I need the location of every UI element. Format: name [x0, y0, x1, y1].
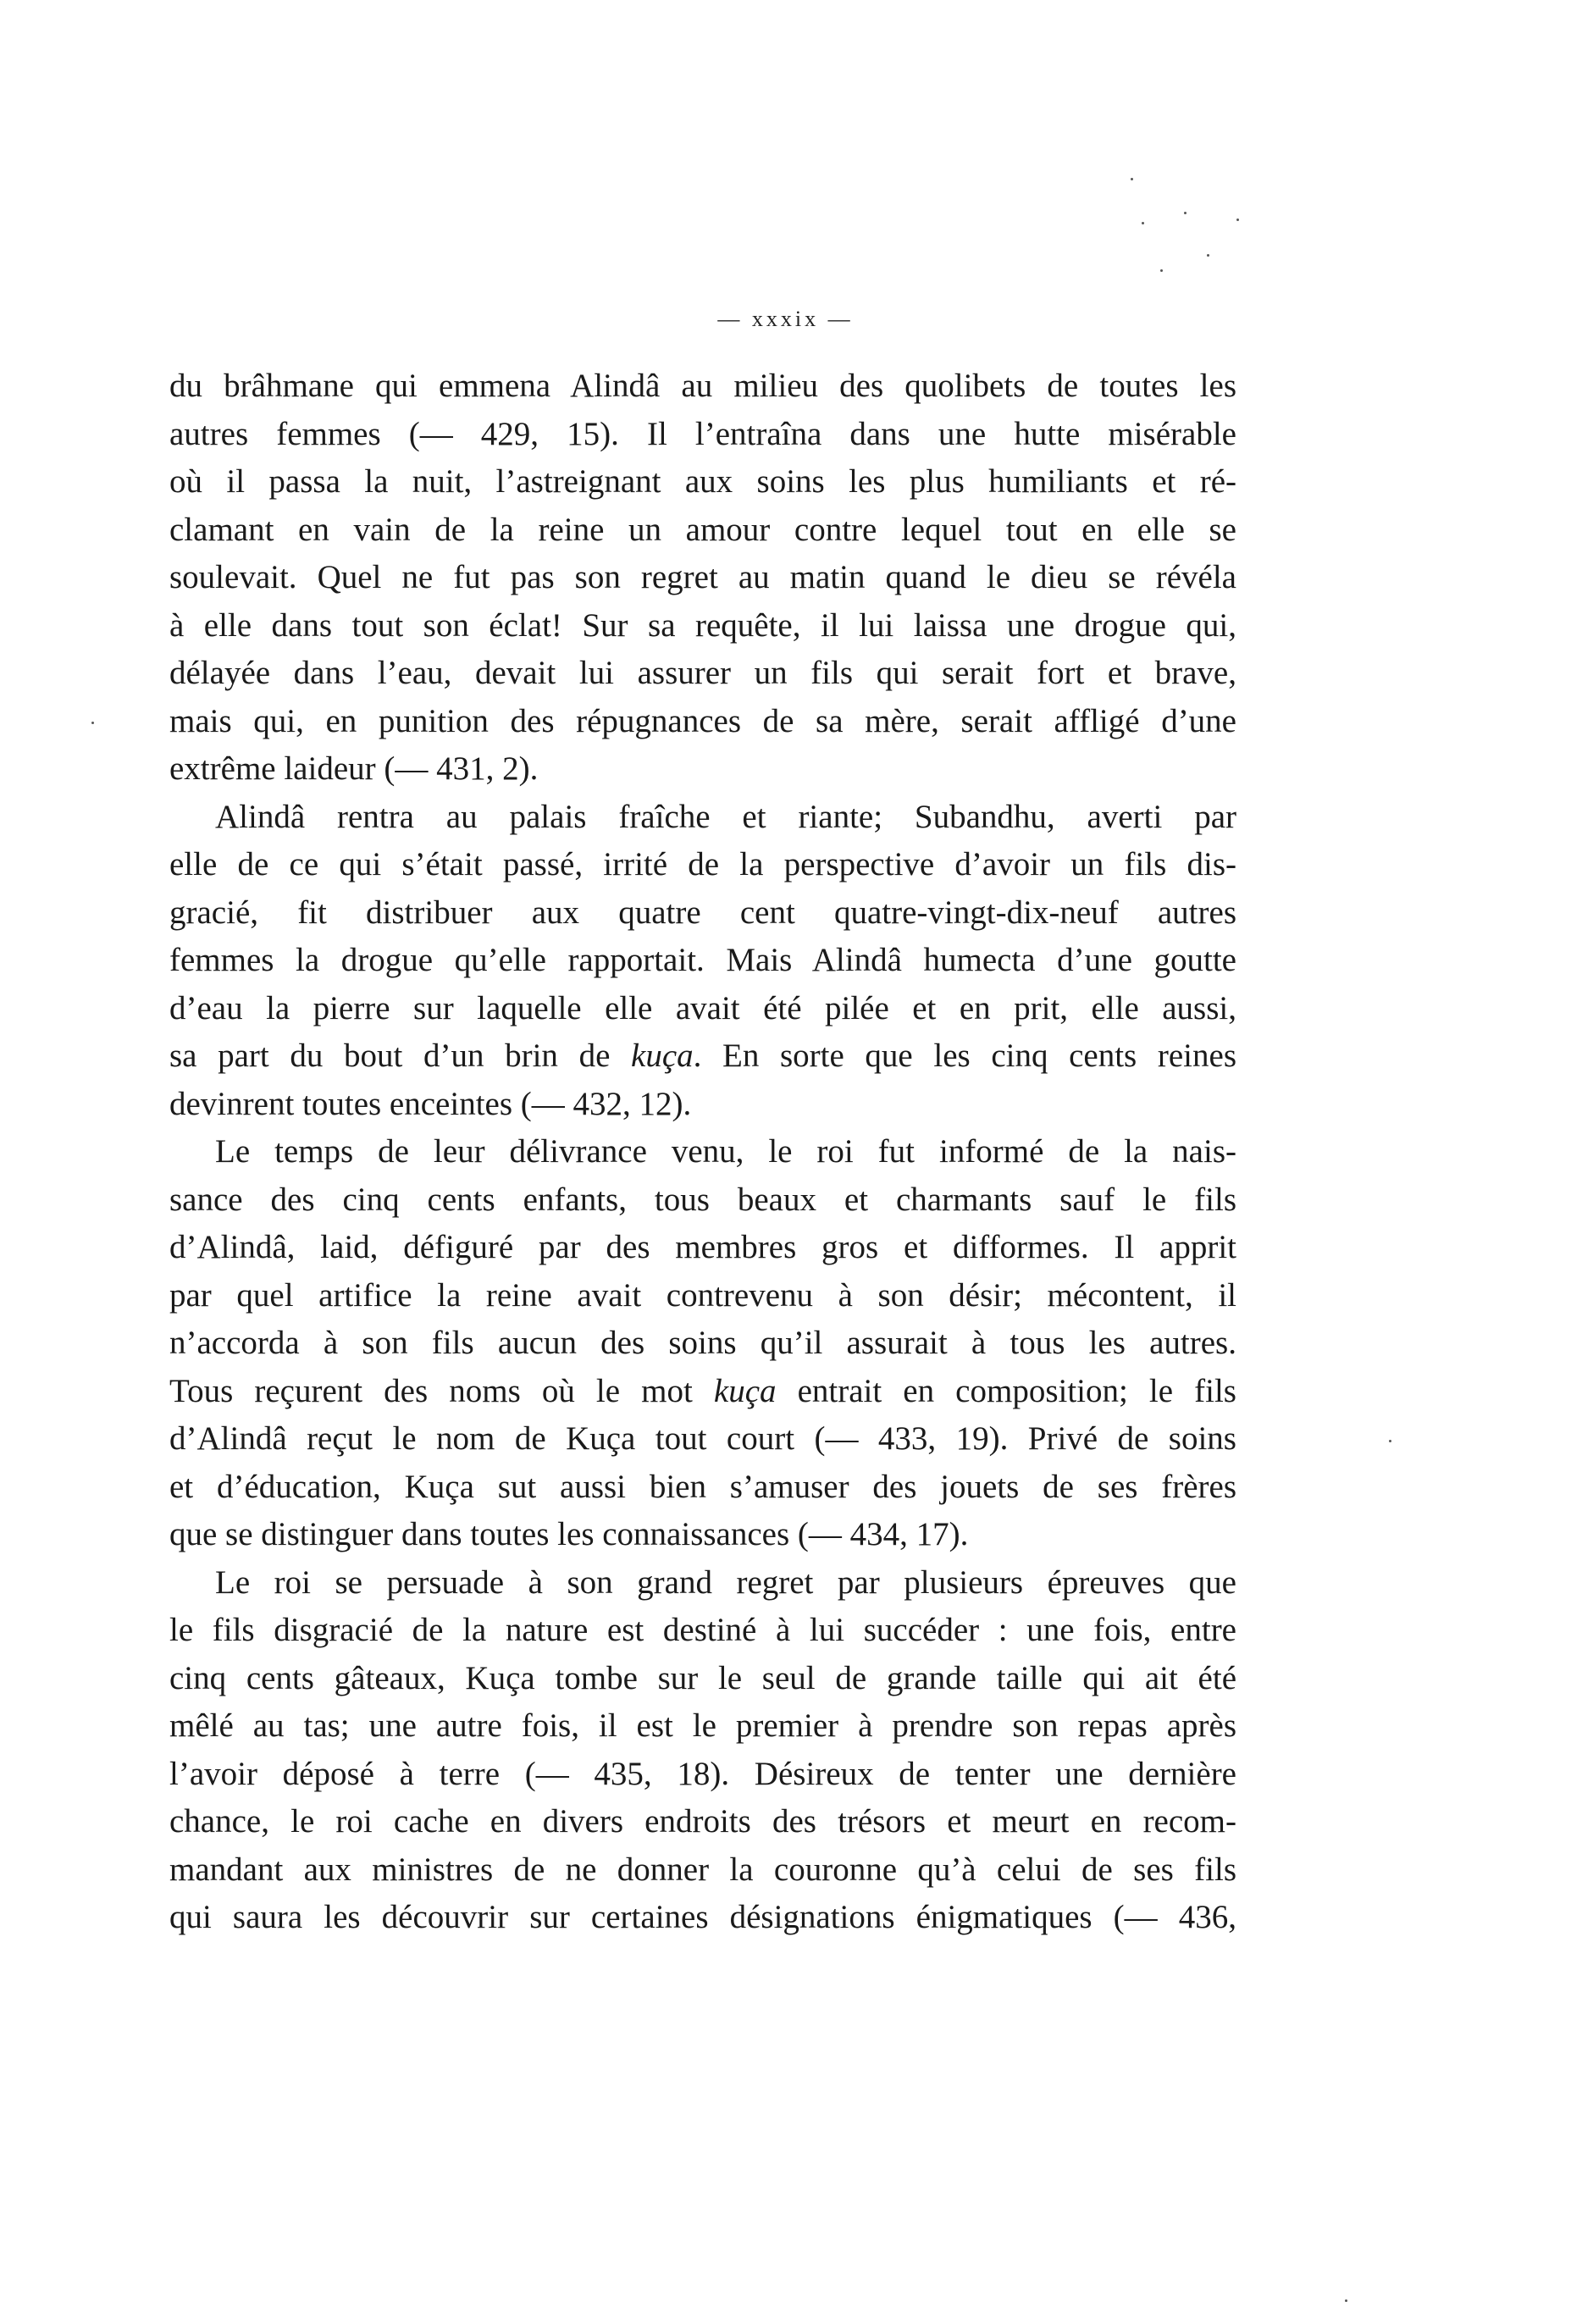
text-line: mandant aux ministres de ne donner la couronne qu’à celui de ses fils	[169, 1851, 1236, 1888]
text-line: à elle dans tout son éclat! Sur sa requête, il lui laissa une drogue qui,	[169, 606, 1236, 644]
text-line: et d’éducation, Kuça sut aussi bien s’amuser des jouets de ses frères	[169, 1468, 1236, 1505]
text-line: extrême laideur (— 431, 2).	[169, 750, 539, 787]
text-line: clamant en vain de la reine un amour contre lequel tout en elle se	[169, 511, 1236, 548]
text-line: soulevait. Quel ne fut pas son regret au matin quand le dieu se révéla	[169, 559, 1236, 595]
text-line: qui saura les découvrir sur certaines désignations énigmatiques (— 436,	[169, 1899, 1236, 1935]
page-number-header: — xxxix —	[717, 307, 854, 331]
paragraph-1	[169, 362, 1236, 794]
paragraph-4	[169, 1559, 1236, 1942]
text-line-with-italic	[169, 1032, 1236, 1081]
text-line: elle de ce qui s’était passé, irrité de la perspective d’avoir un fils dis-	[169, 846, 1236, 883]
text-line: mêlé au tas; une autre fois, il est le premier à prendre son repas après	[169, 1707, 1236, 1744]
text-line: n’accorda à son fils aucun des soins qu’il assurait à tous les autres.	[169, 1325, 1236, 1361]
text-line: devinrent toutes enceintes (— 432, 12).	[169, 1085, 692, 1122]
text-line: autres femmes (— 429, 15). Il l’entraîna dans une hutte misérable	[169, 415, 1236, 452]
text-line: sance des cinq cents enfants, tous beaux et charmants sauf le fils	[169, 1181, 1236, 1218]
text-line: par quel artifice la reine avait contrevenu à son désir; mécontent, il	[169, 1276, 1236, 1314]
scan-speck	[1160, 269, 1163, 272]
scan-speck	[1345, 2299, 1347, 2302]
text-fragment: Tous reçurent des noms où le mot	[169, 1372, 714, 1409]
italic-term: kuça	[631, 1038, 694, 1074]
text-line: que se distinguer dans toutes les connaissances (— 434, 17).	[169, 1516, 969, 1552]
text-line: délayée dans l’eau, devait lui assurer un fils qui serait fort et brave,	[169, 655, 1236, 691]
text-line: Le roi se persuade à son grand regret par plusieurs épreuves que	[215, 1563, 1236, 1601]
text-fragment: . En sorte que les cinq cents reines	[693, 1038, 1236, 1074]
text-line: chance, le roi cache en divers endroits des trésors et meurt en recom-	[169, 1803, 1236, 1840]
text-fragment: sa part du bout d’un brin de	[169, 1038, 632, 1074]
body-text	[169, 362, 1236, 1942]
scan-speck	[1142, 222, 1144, 224]
text-line: d’Alindâ, laid, défiguré par des membres gros et difformes. Il apprit	[169, 1229, 1236, 1265]
text-line: femmes la drogue qu’elle rapportait. Mais Alindâ humecta d’une goutte	[169, 942, 1236, 978]
text-line-with-italic	[169, 1368, 1236, 1416]
text-line: gracié, fit distribuer aux quatre cent quatre-vingt-dix-neuf autres	[169, 894, 1236, 931]
text-fragment: entrait en composition; le fils	[776, 1372, 1236, 1409]
paragraph-3	[169, 1128, 1236, 1559]
text-line: d’Alindâ reçut le nom de Kuça tout court (— 433, 19). Privé de soins	[169, 1420, 1236, 1457]
text-line: du brâhmane qui emmena Alindâ au milieu des quolibets de toutes les	[169, 368, 1236, 404]
text-line: où il passa la nuit, l’astreignant aux soins les plus humiliants et ré-	[169, 463, 1236, 500]
text-line: mais qui, en punition des répugnances de sa mère, serait affligé d’une	[169, 702, 1236, 739]
text-line: l’avoir déposé à terre (— 435, 18). Désireux de tenter une dernière	[169, 1755, 1236, 1792]
text-line: cinq cents gâteaux, Kuça tombe sur le seul de grande taille qui ait été	[169, 1659, 1236, 1696]
text-line: Alindâ rentra au palais fraîche et riante; Subandhu, averti par	[215, 798, 1236, 835]
paragraph-2	[169, 794, 1236, 1129]
scan-speck	[1389, 1440, 1391, 1442]
text-line: Le temps de leur délivrance venu, le roi fut informé de la nais-	[215, 1133, 1236, 1170]
italic-term: kuça	[713, 1372, 777, 1409]
scan-speck	[1236, 219, 1239, 221]
scan-speck	[1184, 212, 1187, 214]
scan-speck	[1131, 178, 1133, 180]
text-line: d’eau la pierre sur laquelle elle avait été pilée et en prit, elle aussi,	[169, 989, 1236, 1026]
scan-speck	[91, 722, 94, 724]
scan-speck	[1207, 254, 1209, 257]
text-line: le fils disgracié de la nature est destiné à lui succéder : une fois, entre	[169, 1612, 1236, 1648]
